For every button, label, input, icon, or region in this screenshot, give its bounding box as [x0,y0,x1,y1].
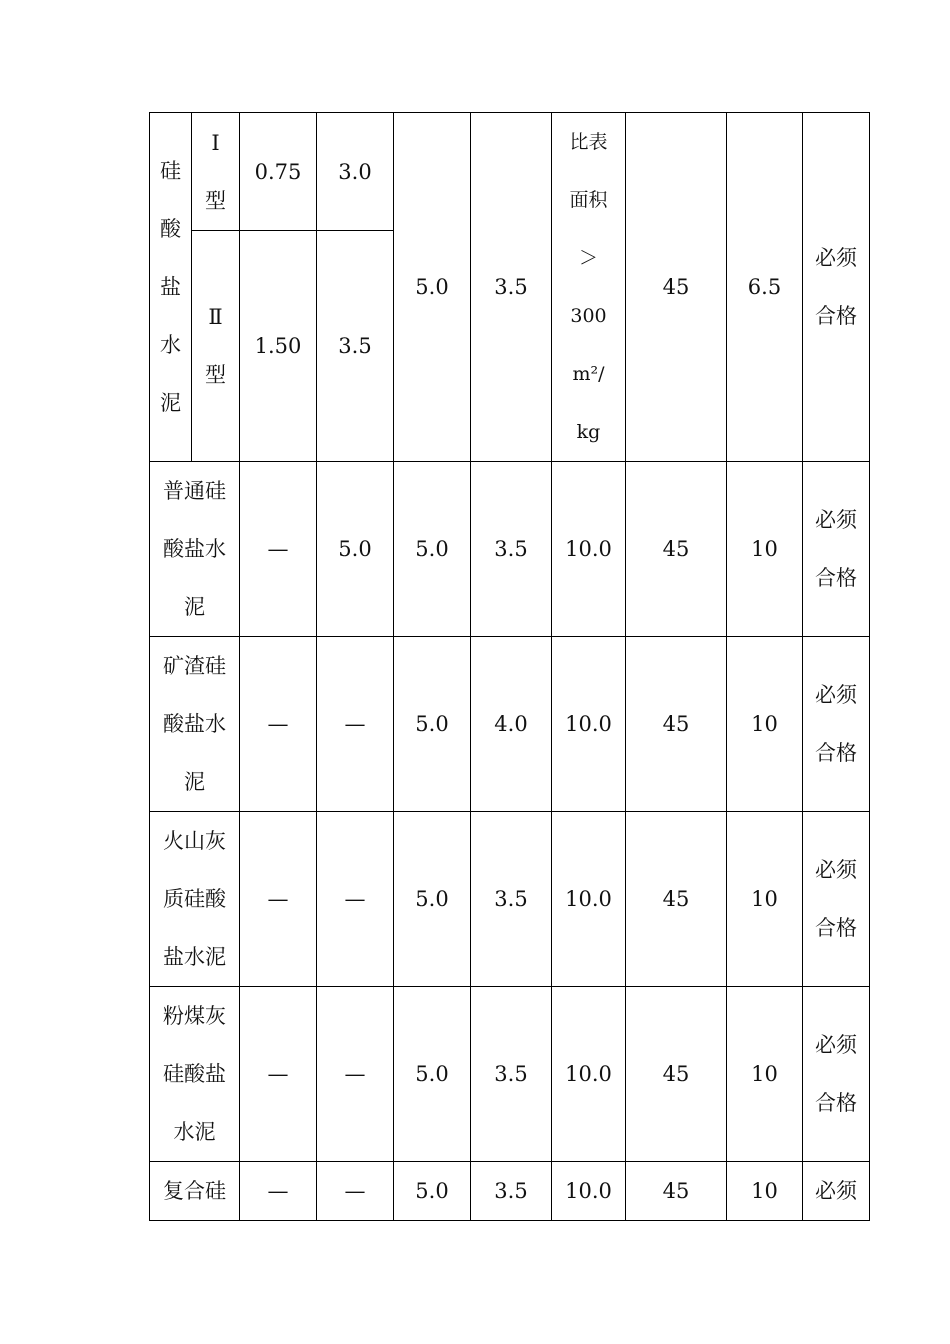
cement-name-cell: 硅 酸 盐 水 泥 [150,113,192,462]
cell: — [240,987,317,1162]
requirement-cell: 必须 合格 [803,462,870,637]
cell: 10 [727,987,803,1162]
cell: 5.0 [394,987,471,1162]
cell: — [240,637,317,812]
cell: 3.5 [317,231,394,462]
table-row [150,637,870,812]
cell: 10.0 [552,987,626,1162]
cell: 10 [727,1162,803,1221]
cell: 45 [626,462,727,637]
cell: 1.50 [240,231,317,462]
requirement-cell: 必须 合格 [803,812,870,987]
specific-surface-cell: 比表 面积 ＞ 300 m²/ kg [552,113,626,462]
cement-spec-table [149,112,870,1221]
cell: 45 [626,1162,727,1221]
cell: 10.0 [552,637,626,812]
cell: — [240,1162,317,1221]
cement-name-cell: 普通硅 酸盐水 泥 [150,462,240,637]
cell: 10.0 [552,812,626,987]
cell: 10.0 [552,462,626,637]
table-row [150,1162,870,1221]
cell: 0.75 [240,113,317,231]
table-row [150,113,870,231]
cell: 3.5 [471,462,552,637]
requirement-cell: 必须 合格 [803,113,870,462]
cell: 6.5 [727,113,803,462]
cell: 5.0 [317,462,394,637]
requirement-cell: 必须 合格 [803,987,870,1162]
cell: 3.0 [317,113,394,231]
cell: 3.5 [471,812,552,987]
cell: 10 [727,637,803,812]
cell: — [240,812,317,987]
cell: 3.5 [471,987,552,1162]
table-row [150,812,870,987]
cell: 45 [626,987,727,1162]
type-2-label: Ⅱ 型 [192,231,240,462]
requirement-cell: 必须 合格 [803,637,870,812]
cell: 5.0 [394,1162,471,1221]
cell: — [317,637,394,812]
cell: 4.0 [471,637,552,812]
cell: 3.5 [471,113,552,462]
cell: 5.0 [394,812,471,987]
cement-name-cell: 复合硅 [150,1162,240,1221]
cell: 45 [626,812,727,987]
cell: — [317,1162,394,1221]
cement-name-cell: 矿渣硅 酸盐水 泥 [150,637,240,812]
cell: 5.0 [394,113,471,462]
cell: 5.0 [394,462,471,637]
type-1-label: Ⅰ 型 [192,113,240,231]
cell: 10.0 [552,1162,626,1221]
cell: 5.0 [394,637,471,812]
cell: — [240,462,317,637]
table-row [150,462,870,637]
cell: 3.5 [471,1162,552,1221]
cell: 45 [626,637,727,812]
cement-name-cell: 火山灰 质硅酸 盐水泥 [150,812,240,987]
cell: 10 [727,462,803,637]
cell: — [317,987,394,1162]
cell: — [317,812,394,987]
table-row [150,987,870,1162]
cement-name-cell: 粉煤灰 硅酸盐 水泥 [150,987,240,1162]
cell: 10 [727,812,803,987]
cell: 45 [626,113,727,462]
requirement-cell: 必须 [803,1162,870,1221]
